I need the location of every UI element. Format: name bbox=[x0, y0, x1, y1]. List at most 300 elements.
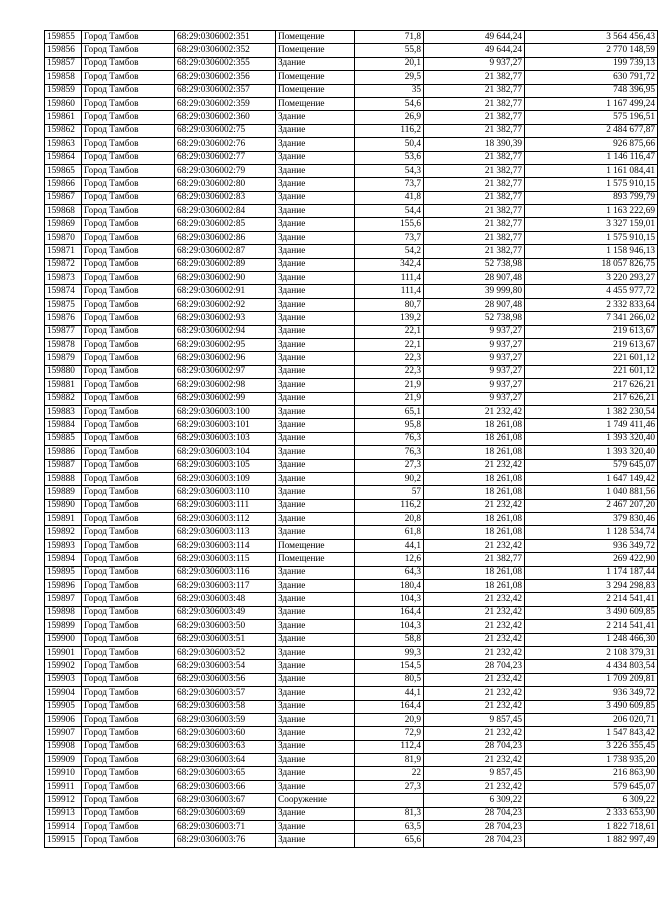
object-type-cell: Здание bbox=[276, 821, 355, 834]
area-cell: 63,5 bbox=[355, 821, 424, 834]
row-number-cell: 159899 bbox=[45, 620, 82, 633]
city-cell: Город Тамбов bbox=[82, 285, 175, 298]
rate-cell: 21 382,77 bbox=[424, 218, 525, 231]
area-cell: 55,8 bbox=[355, 44, 424, 57]
table-row bbox=[45, 620, 658, 633]
area-cell: 342,4 bbox=[355, 258, 424, 271]
rate-cell: 9 937,27 bbox=[424, 57, 525, 70]
object-type-cell: Здание bbox=[276, 57, 355, 70]
value-cell: 3 564 456,43 bbox=[525, 31, 658, 44]
area-cell: 54,4 bbox=[355, 205, 424, 218]
area-cell: 76,3 bbox=[355, 432, 424, 445]
cadastral-number-cell: 68:29:0306002:96 bbox=[175, 352, 276, 365]
object-type-cell: Здание bbox=[276, 767, 355, 780]
rate-cell: 52 738,98 bbox=[424, 258, 525, 271]
object-type-cell: Здание bbox=[276, 151, 355, 164]
object-type-cell: Здание bbox=[276, 834, 355, 847]
row-number-cell: 159913 bbox=[45, 807, 82, 820]
cadastral-number-cell: 68:29:0306003:112 bbox=[175, 513, 276, 526]
cadastral-number-cell: 68:29:0306003:104 bbox=[175, 446, 276, 459]
table-row bbox=[45, 31, 658, 44]
city-cell: Город Тамбов bbox=[82, 593, 175, 606]
value-cell: 379 830,46 bbox=[525, 513, 658, 526]
rate-cell: 18 261,08 bbox=[424, 446, 525, 459]
row-number-cell: 159865 bbox=[45, 164, 82, 177]
city-cell: Город Тамбов bbox=[82, 633, 175, 646]
value-cell: 3 226 355,45 bbox=[525, 740, 658, 753]
area-cell: 54,3 bbox=[355, 164, 424, 177]
value-cell: 575 196,51 bbox=[525, 111, 658, 124]
cadastral-number-cell: 68:29:0306002:352 bbox=[175, 44, 276, 57]
value-cell: 1 163 222,69 bbox=[525, 205, 658, 218]
cadastral-number-cell: 68:29:0306002:93 bbox=[175, 312, 276, 325]
city-cell: Город Тамбов bbox=[82, 646, 175, 659]
rate-cell: 21 232,42 bbox=[424, 405, 525, 418]
city-cell: Город Тамбов bbox=[82, 298, 175, 311]
area-cell: 116,2 bbox=[355, 499, 424, 512]
object-type-cell: Здание bbox=[276, 633, 355, 646]
cadastral-number-cell: 68:29:0306002:356 bbox=[175, 71, 276, 84]
rate-cell: 6 309,22 bbox=[424, 794, 525, 807]
value-cell: 217 626,21 bbox=[525, 379, 658, 392]
cadastral-number-cell: 68:29:0306002:92 bbox=[175, 298, 276, 311]
table-row bbox=[45, 338, 658, 351]
cadastral-number-cell: 68:29:0306003:52 bbox=[175, 646, 276, 659]
city-cell: Город Тамбов bbox=[82, 432, 175, 445]
rate-cell: 21 232,42 bbox=[424, 780, 525, 793]
table-row bbox=[45, 593, 658, 606]
city-cell: Город Тамбов bbox=[82, 727, 175, 740]
table-row bbox=[45, 205, 658, 218]
value-cell: 1 146 116,47 bbox=[525, 151, 658, 164]
table-row bbox=[45, 312, 658, 325]
row-number-cell: 159870 bbox=[45, 231, 82, 244]
area-cell: 35 bbox=[355, 84, 424, 97]
cadastral-number-cell: 68:29:0306003:115 bbox=[175, 553, 276, 566]
row-number-cell: 159861 bbox=[45, 111, 82, 124]
cadastral-number-cell: 68:29:0306002:97 bbox=[175, 365, 276, 378]
table-row bbox=[45, 111, 658, 124]
value-cell: 1 738 935,20 bbox=[525, 754, 658, 767]
cadastral-number-cell: 68:29:0306003:56 bbox=[175, 673, 276, 686]
object-type-cell: Здание bbox=[276, 392, 355, 405]
table-row bbox=[45, 794, 658, 807]
table-row bbox=[45, 231, 658, 244]
row-number-cell: 159887 bbox=[45, 459, 82, 472]
row-number-cell: 159874 bbox=[45, 285, 82, 298]
rate-cell: 49 644,24 bbox=[424, 44, 525, 57]
rate-cell: 28 907,48 bbox=[424, 272, 525, 285]
value-cell: 1 167 499,24 bbox=[525, 97, 658, 110]
rate-cell: 21 232,42 bbox=[424, 687, 525, 700]
row-number-cell: 159877 bbox=[45, 325, 82, 338]
value-cell: 269 422,90 bbox=[525, 553, 658, 566]
row-number-cell: 159894 bbox=[45, 553, 82, 566]
object-type-cell: Здание bbox=[276, 780, 355, 793]
object-type-cell: Здание bbox=[276, 312, 355, 325]
row-number-cell: 159898 bbox=[45, 606, 82, 619]
table-row bbox=[45, 245, 658, 258]
table-row bbox=[45, 459, 658, 472]
area-cell: 72,9 bbox=[355, 727, 424, 740]
city-cell: Город Тамбов bbox=[82, 566, 175, 579]
row-number-cell: 159901 bbox=[45, 646, 82, 659]
object-type-cell: Здание bbox=[276, 713, 355, 726]
value-cell: 1 822 718,61 bbox=[525, 821, 658, 834]
object-type-cell: Здание bbox=[276, 178, 355, 191]
cadastral-number-cell: 68:29:0306002:87 bbox=[175, 245, 276, 258]
value-cell: 1 882 997,49 bbox=[525, 834, 658, 847]
cadastral-number-cell: 68:29:0306002:355 bbox=[175, 57, 276, 70]
row-number-cell: 159879 bbox=[45, 352, 82, 365]
cadastral-number-cell: 68:29:0306002:85 bbox=[175, 218, 276, 231]
object-type-cell: Здание bbox=[276, 218, 355, 231]
area-cell: 164,4 bbox=[355, 700, 424, 713]
rate-cell: 21 232,42 bbox=[424, 673, 525, 686]
row-number-cell: 159867 bbox=[45, 191, 82, 204]
value-cell: 2 770 148,59 bbox=[525, 44, 658, 57]
value-cell: 217 626,21 bbox=[525, 392, 658, 405]
rate-cell: 39 999,80 bbox=[424, 285, 525, 298]
rate-cell: 21 382,77 bbox=[424, 84, 525, 97]
table-row bbox=[45, 687, 658, 700]
rate-cell: 18 261,08 bbox=[424, 566, 525, 579]
row-number-cell: 159907 bbox=[45, 727, 82, 740]
row-number-cell: 159856 bbox=[45, 44, 82, 57]
row-number-cell: 159878 bbox=[45, 338, 82, 351]
rate-cell: 21 382,77 bbox=[424, 178, 525, 191]
table-row bbox=[45, 44, 658, 57]
value-cell: 630 791,72 bbox=[525, 71, 658, 84]
table-row bbox=[45, 700, 658, 713]
object-type-cell: Здание bbox=[276, 807, 355, 820]
table-row bbox=[45, 365, 658, 378]
table-row bbox=[45, 673, 658, 686]
row-number-cell: 159880 bbox=[45, 365, 82, 378]
object-type-cell: Здание bbox=[276, 472, 355, 485]
object-type-cell: Помещение bbox=[276, 539, 355, 552]
table-row bbox=[45, 432, 658, 445]
cadastral-number-cell: 68:29:0306003:54 bbox=[175, 660, 276, 673]
area-cell: 44,1 bbox=[355, 687, 424, 700]
table-row bbox=[45, 646, 658, 659]
rate-cell: 9 937,27 bbox=[424, 365, 525, 378]
table-row bbox=[45, 258, 658, 271]
object-type-cell: Здание bbox=[276, 191, 355, 204]
table-row bbox=[45, 138, 658, 151]
object-type-cell: Здание bbox=[276, 646, 355, 659]
city-cell: Город Тамбов bbox=[82, 660, 175, 673]
area-cell: 139,2 bbox=[355, 312, 424, 325]
rate-cell: 21 232,42 bbox=[424, 499, 525, 512]
rate-cell: 28 704,23 bbox=[424, 834, 525, 847]
cadastral-number-cell: 68:29:0306003:50 bbox=[175, 620, 276, 633]
city-cell: Город Тамбов bbox=[82, 57, 175, 70]
table-row bbox=[45, 84, 658, 97]
cadastral-number-cell: 68:29:0306002:357 bbox=[175, 84, 276, 97]
city-cell: Город Тамбов bbox=[82, 44, 175, 57]
cadastral-number-cell: 68:29:0306003:111 bbox=[175, 499, 276, 512]
value-cell: 2 214 541,41 bbox=[525, 593, 658, 606]
city-cell: Город Тамбов bbox=[82, 807, 175, 820]
table-row bbox=[45, 807, 658, 820]
rate-cell: 49 644,24 bbox=[424, 31, 525, 44]
cadastral-number-cell: 68:29:0306003:49 bbox=[175, 606, 276, 619]
table-row bbox=[45, 780, 658, 793]
cadastral-number-cell: 68:29:0306003:110 bbox=[175, 486, 276, 499]
cadastral-number-cell: 68:29:0306002:84 bbox=[175, 205, 276, 218]
value-cell: 206 020,71 bbox=[525, 713, 658, 726]
rate-cell: 18 390,39 bbox=[424, 138, 525, 151]
city-cell: Город Тамбов bbox=[82, 325, 175, 338]
city-cell: Город Тамбов bbox=[82, 97, 175, 110]
row-number-cell: 159868 bbox=[45, 205, 82, 218]
city-cell: Город Тамбов bbox=[82, 312, 175, 325]
rate-cell: 21 382,77 bbox=[424, 191, 525, 204]
value-cell: 1 547 843,42 bbox=[525, 727, 658, 740]
area-cell: 20,1 bbox=[355, 57, 424, 70]
rate-cell: 21 232,42 bbox=[424, 606, 525, 619]
city-cell: Город Тамбов bbox=[82, 258, 175, 271]
table-row bbox=[45, 352, 658, 365]
city-cell: Город Тамбов bbox=[82, 111, 175, 124]
cadastral-number-cell: 68:29:0306002:83 bbox=[175, 191, 276, 204]
value-cell: 2 214 541,41 bbox=[525, 620, 658, 633]
value-cell: 216 863,90 bbox=[525, 767, 658, 780]
rate-cell: 21 232,42 bbox=[424, 700, 525, 713]
cadastral-number-cell: 68:29:0306003:58 bbox=[175, 700, 276, 713]
table-row bbox=[45, 660, 658, 673]
cadastral-number-cell: 68:29:0306002:360 bbox=[175, 111, 276, 124]
area-cell: 12,6 bbox=[355, 553, 424, 566]
table-row bbox=[45, 285, 658, 298]
row-number-cell: 159911 bbox=[45, 780, 82, 793]
object-type-cell: Здание bbox=[276, 566, 355, 579]
table-row bbox=[45, 298, 658, 311]
area-cell: 73,7 bbox=[355, 178, 424, 191]
table-row bbox=[45, 727, 658, 740]
table-row bbox=[45, 191, 658, 204]
area-cell: 54,2 bbox=[355, 245, 424, 258]
city-cell: Город Тамбов bbox=[82, 245, 175, 258]
area-cell: 111,4 bbox=[355, 285, 424, 298]
area-cell: 27,3 bbox=[355, 780, 424, 793]
object-type-cell: Здание bbox=[276, 325, 355, 338]
row-number-cell: 159897 bbox=[45, 593, 82, 606]
table-row bbox=[45, 472, 658, 485]
table-row bbox=[45, 713, 658, 726]
table-body bbox=[45, 31, 658, 848]
row-number-cell: 159890 bbox=[45, 499, 82, 512]
city-cell: Город Тамбов bbox=[82, 164, 175, 177]
area-cell: 58,8 bbox=[355, 633, 424, 646]
table-row bbox=[45, 325, 658, 338]
row-number-cell: 159892 bbox=[45, 526, 82, 539]
table-row bbox=[45, 740, 658, 753]
area-cell bbox=[355, 794, 424, 807]
object-type-cell: Здание bbox=[276, 298, 355, 311]
city-cell: Город Тамбов bbox=[82, 794, 175, 807]
city-cell: Город Тамбов bbox=[82, 31, 175, 44]
value-cell: 4 455 977,72 bbox=[525, 285, 658, 298]
document-page bbox=[44, 30, 655, 848]
value-cell: 2 332 833,64 bbox=[525, 298, 658, 311]
value-cell: 1 128 534,74 bbox=[525, 526, 658, 539]
city-cell: Город Тамбов bbox=[82, 124, 175, 137]
cadastral-number-cell: 68:29:0306003:101 bbox=[175, 419, 276, 432]
cadastral-number-cell: 68:29:0306002:95 bbox=[175, 338, 276, 351]
rate-cell: 21 232,42 bbox=[424, 633, 525, 646]
city-cell: Город Тамбов bbox=[82, 499, 175, 512]
value-cell: 18 057 826,75 bbox=[525, 258, 658, 271]
object-type-cell: Здание bbox=[276, 124, 355, 137]
object-type-cell: Здание bbox=[276, 285, 355, 298]
area-cell: 73,7 bbox=[355, 231, 424, 244]
value-cell: 221 601,12 bbox=[525, 352, 658, 365]
cadastral-number-cell: 68:29:0306003:48 bbox=[175, 593, 276, 606]
table-row bbox=[45, 834, 658, 847]
value-cell: 579 645,07 bbox=[525, 459, 658, 472]
rate-cell: 21 232,42 bbox=[424, 539, 525, 552]
city-cell: Город Тамбов bbox=[82, 84, 175, 97]
cadastral-number-cell: 68:29:0306002:79 bbox=[175, 164, 276, 177]
rate-cell: 21 382,77 bbox=[424, 205, 525, 218]
area-cell: 99,3 bbox=[355, 646, 424, 659]
city-cell: Город Тамбов bbox=[82, 539, 175, 552]
city-cell: Город Тамбов bbox=[82, 419, 175, 432]
row-number-cell: 159900 bbox=[45, 633, 82, 646]
value-cell: 1 709 209,81 bbox=[525, 673, 658, 686]
row-number-cell: 159895 bbox=[45, 566, 82, 579]
row-number-cell: 159915 bbox=[45, 834, 82, 847]
object-type-cell: Здание bbox=[276, 593, 355, 606]
cadastral-number-cell: 68:29:0306003:67 bbox=[175, 794, 276, 807]
value-cell: 926 875,66 bbox=[525, 138, 658, 151]
cadastral-number-cell: 68:29:0306002:351 bbox=[175, 31, 276, 44]
area-cell: 81,3 bbox=[355, 807, 424, 820]
cadastral-number-cell: 68:29:0306002:86 bbox=[175, 231, 276, 244]
table-row bbox=[45, 97, 658, 110]
table-row bbox=[45, 151, 658, 164]
area-cell: 29,5 bbox=[355, 71, 424, 84]
area-cell: 41,8 bbox=[355, 191, 424, 204]
object-type-cell: Здание bbox=[276, 754, 355, 767]
city-cell: Город Тамбов bbox=[82, 620, 175, 633]
object-type-cell: Здание bbox=[276, 606, 355, 619]
object-type-cell: Здание bbox=[276, 338, 355, 351]
table-row bbox=[45, 754, 658, 767]
rate-cell: 28 907,48 bbox=[424, 298, 525, 311]
area-cell: 104,3 bbox=[355, 593, 424, 606]
city-cell: Город Тамбов bbox=[82, 231, 175, 244]
row-number-cell: 159904 bbox=[45, 687, 82, 700]
area-cell: 80,5 bbox=[355, 673, 424, 686]
rate-cell: 21 232,42 bbox=[424, 459, 525, 472]
cadastral-number-cell: 68:29:0306002:75 bbox=[175, 124, 276, 137]
object-type-cell: Здание bbox=[276, 673, 355, 686]
city-cell: Город Тамбов bbox=[82, 446, 175, 459]
city-cell: Город Тамбов bbox=[82, 191, 175, 204]
rate-cell: 21 382,77 bbox=[424, 231, 525, 244]
row-number-cell: 159893 bbox=[45, 539, 82, 552]
cadastral-number-cell: 68:29:0306003:116 bbox=[175, 566, 276, 579]
cadastral-number-cell: 68:29:0306002:99 bbox=[175, 392, 276, 405]
object-type-cell: Здание bbox=[276, 138, 355, 151]
property-table bbox=[44, 30, 658, 848]
cadastral-number-cell: 68:29:0306003:105 bbox=[175, 459, 276, 472]
object-type-cell: Помещение bbox=[276, 44, 355, 57]
city-cell: Город Тамбов bbox=[82, 606, 175, 619]
row-number-cell: 159860 bbox=[45, 97, 82, 110]
object-type-cell: Здание bbox=[276, 405, 355, 418]
value-cell: 1 393 320,40 bbox=[525, 432, 658, 445]
city-cell: Город Тамбов bbox=[82, 392, 175, 405]
object-type-cell: Здание bbox=[276, 620, 355, 633]
city-cell: Город Тамбов bbox=[82, 513, 175, 526]
object-type-cell: Здание bbox=[276, 432, 355, 445]
area-cell: 57 bbox=[355, 486, 424, 499]
row-number-cell: 159857 bbox=[45, 57, 82, 70]
value-cell: 2 108 379,31 bbox=[525, 646, 658, 659]
object-type-cell: Здание bbox=[276, 205, 355, 218]
row-number-cell: 159876 bbox=[45, 312, 82, 325]
rate-cell: 28 704,23 bbox=[424, 821, 525, 834]
city-cell: Город Тамбов bbox=[82, 740, 175, 753]
table-row bbox=[45, 606, 658, 619]
rate-cell: 28 704,23 bbox=[424, 807, 525, 820]
cadastral-number-cell: 68:29:0306002:98 bbox=[175, 379, 276, 392]
city-cell: Город Тамбов bbox=[82, 553, 175, 566]
object-type-cell: Здание bbox=[276, 486, 355, 499]
table-row bbox=[45, 526, 658, 539]
row-number-cell: 159881 bbox=[45, 379, 82, 392]
cadastral-number-cell: 68:29:0306003:66 bbox=[175, 780, 276, 793]
area-cell: 104,3 bbox=[355, 620, 424, 633]
rate-cell: 18 261,08 bbox=[424, 513, 525, 526]
table-row bbox=[45, 821, 658, 834]
area-cell: 155,6 bbox=[355, 218, 424, 231]
rate-cell: 21 232,42 bbox=[424, 727, 525, 740]
table-row bbox=[45, 57, 658, 70]
row-number-cell: 159872 bbox=[45, 258, 82, 271]
object-type-cell: Помещение bbox=[276, 71, 355, 84]
value-cell: 3 327 159,01 bbox=[525, 218, 658, 231]
rate-cell: 21 382,77 bbox=[424, 124, 525, 137]
rate-cell: 18 261,08 bbox=[424, 486, 525, 499]
city-cell: Город Тамбов bbox=[82, 365, 175, 378]
city-cell: Город Тамбов bbox=[82, 526, 175, 539]
cadastral-number-cell: 68:29:0306002:76 bbox=[175, 138, 276, 151]
rate-cell: 21 382,77 bbox=[424, 151, 525, 164]
value-cell: 936 349,72 bbox=[525, 539, 658, 552]
cadastral-number-cell: 68:29:0306003:57 bbox=[175, 687, 276, 700]
city-cell: Город Тамбов bbox=[82, 459, 175, 472]
row-number-cell: 159871 bbox=[45, 245, 82, 258]
object-type-cell: Здание bbox=[276, 660, 355, 673]
rate-cell: 18 261,08 bbox=[424, 580, 525, 593]
area-cell: 20,8 bbox=[355, 513, 424, 526]
object-type-cell: Помещение bbox=[276, 97, 355, 110]
object-type-cell: Здание bbox=[276, 727, 355, 740]
cadastral-number-cell: 68:29:0306003:60 bbox=[175, 727, 276, 740]
area-cell: 26,9 bbox=[355, 111, 424, 124]
area-cell: 154,5 bbox=[355, 660, 424, 673]
row-number-cell: 159903 bbox=[45, 673, 82, 686]
row-number-cell: 159906 bbox=[45, 713, 82, 726]
rate-cell: 21 232,42 bbox=[424, 646, 525, 659]
city-cell: Город Тамбов bbox=[82, 138, 175, 151]
area-cell: 95,8 bbox=[355, 419, 424, 432]
